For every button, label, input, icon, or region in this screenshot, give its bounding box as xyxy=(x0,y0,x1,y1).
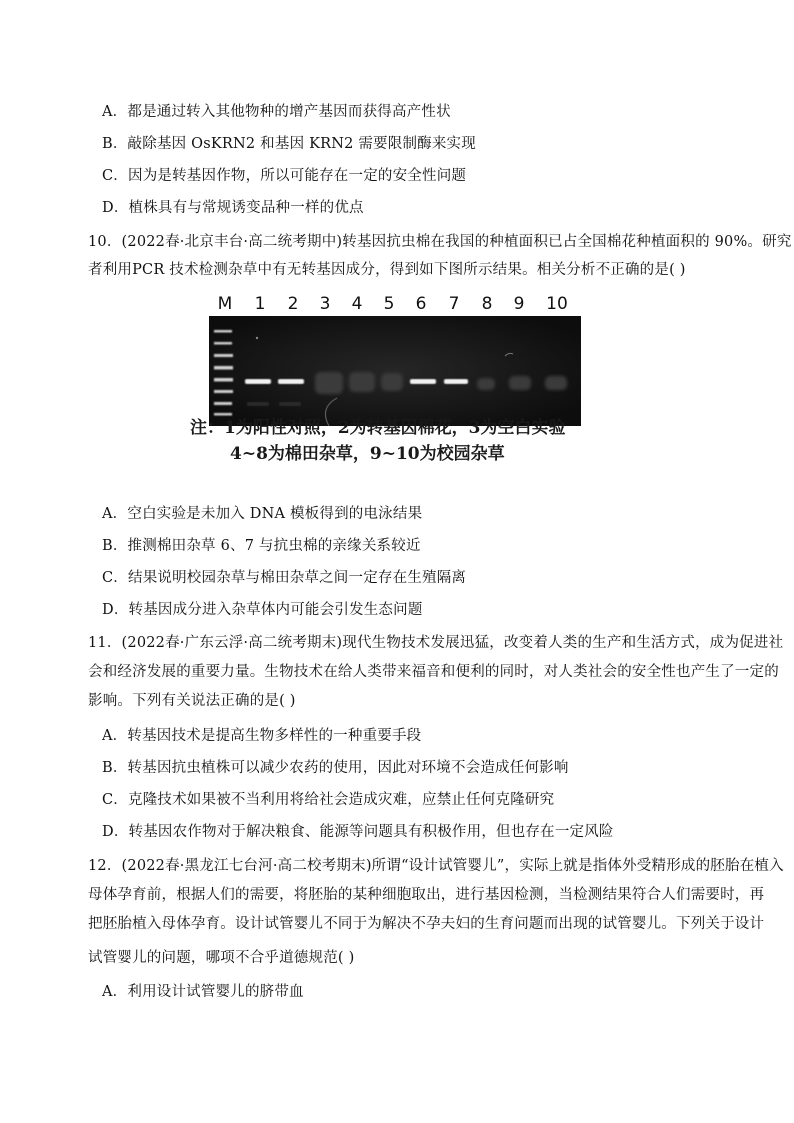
q12-stem-line-2: 母体孕育前，根据人们的需要，将胚胎的某种细胞取出，进行基因检测，当检测结果符合人们需要时，再 xyxy=(88,887,765,903)
q12-stem-line-3: 把胚胎植入母体孕育。设计试管婴儿不同于为解决不孕夫妇的生育问题而出现的试管婴儿。下列关于设计 xyxy=(88,916,765,932)
lane-label-10: 10 xyxy=(546,294,568,314)
lane-label-5: 5 xyxy=(383,294,395,314)
lane-labels xyxy=(209,294,589,316)
lane-label-2: 2 xyxy=(287,294,299,314)
lane-1-faint xyxy=(247,402,269,406)
q10-option-d: D．转基因成分进入杂草体内可能会引发生态问题 xyxy=(102,602,423,618)
gel-background xyxy=(209,316,581,426)
q11-option-d: D．转基因农作物对于解决粮食、能源等问题具有积极作用，但也存在一定风险 xyxy=(102,824,614,840)
q12-stem-line-1: 12．(2022春·黑龙江七台河·高二校考期末)所谓“设计试管婴儿”，实际上就是指体外受精形成的胚胎在植入 xyxy=(88,858,784,874)
lane-4-smear xyxy=(349,372,375,392)
gel-speck xyxy=(256,337,258,339)
ladder-band xyxy=(214,330,232,333)
q9-option-b: B．敲除基因 OsKRN2 和基因 KRN2 需要限制酶来实现 xyxy=(102,136,476,152)
ladder-band xyxy=(214,354,233,357)
q10-option-b: B．推测棉田杂草 6、7 与抗虫棉的亲缘关系较近 xyxy=(102,538,421,554)
ladder-band xyxy=(214,378,233,382)
lane-5-smear xyxy=(381,373,403,391)
q11-option-a: A．转基因技术是提高生物多样性的一种重要手段 xyxy=(102,728,422,744)
lane-9-smear xyxy=(509,376,531,390)
lane-label-m: M xyxy=(217,294,233,314)
lane-label-9: 9 xyxy=(513,294,525,314)
lane-2-band xyxy=(278,379,304,384)
ladder-band xyxy=(214,402,232,405)
lane-label-4: 4 xyxy=(351,294,363,314)
gel-image xyxy=(209,316,581,426)
q12-stem-line-4: 试管婴儿的问题，哪项不合乎道德规范( ) xyxy=(88,950,355,966)
lane-3-smear xyxy=(315,372,343,394)
q11-stem-line-2: 会和经济发展的重要力量。生物技术在给人类带来福音和便利的同时，对人类社会的安全性也产生了一定的 xyxy=(88,664,779,680)
q11-option-c: C．克隆技术如果被不当利用将给社会造成灾难，应禁止任何克隆研究 xyxy=(102,792,555,808)
lane-1-band xyxy=(245,379,271,384)
ladder-band xyxy=(214,342,232,345)
lane-7-band xyxy=(444,379,468,384)
lane-label-8: 8 xyxy=(481,294,493,314)
q10-option-a: A．空白实验是未加入 DNA 模板得到的电泳结果 xyxy=(102,506,423,522)
q9-option-d: D．植株具有与常规诱变品种一样的优点 xyxy=(102,200,364,216)
lane-label-6: 6 xyxy=(415,294,427,314)
lane-6-band xyxy=(410,379,436,384)
q10-option-c: C．结果说明校园杂草与棉田杂草之间一定存在生殖隔离 xyxy=(102,570,467,586)
figure-note-line-2: 4~8为棉田杂草，9~10为校园杂草 xyxy=(230,444,505,464)
lane-10-smear xyxy=(545,376,567,390)
lane-2-faint xyxy=(279,402,301,406)
lane-label-3: 3 xyxy=(319,294,331,314)
lane-label-1: 1 xyxy=(254,294,266,314)
q11-stem-line-1: 11．(2022春·广东云浮·高二统考期末)现代生物技术发展迅猛，改变着人类的生产和生活方式，成为促进社 xyxy=(88,635,784,651)
lane-8-smear xyxy=(477,378,495,390)
q10-stem-line-2: 者利用PCR 技术检测杂草中有无转基因成分，得到如下图所示结果。相关分析不正确的是( ) xyxy=(88,262,686,278)
q9-option-c: C．因为是转基因作物，所以可能存在一定的安全性问题 xyxy=(102,168,467,184)
q10-stem-line-1: 10．(2022春·北京丰台·高二统考期中)转基因抗虫棉在我国的种植面积已占全国棉花种植面积的 90%。研究 xyxy=(88,234,792,250)
ladder-band xyxy=(214,390,233,393)
gel-svg xyxy=(209,316,581,426)
q11-stem-line-3: 影响。下列有关说法正确的是( ) xyxy=(88,693,296,709)
q11-option-b: B．转基因抗虫植株可以减少农药的使用，因此对环境不会造成任何影响 xyxy=(102,760,569,776)
figure-note-line-1: 注：1为阳性对照，2为转基因棉花，3为空白实验 xyxy=(190,418,566,438)
lane-label-7: 7 xyxy=(448,294,460,314)
ladder-band xyxy=(214,366,233,370)
q12-option-a: A．利用设计试管婴儿的脐带血 xyxy=(102,984,304,1000)
gel-electrophoresis-figure xyxy=(190,288,610,498)
q9-option-a: A．都是通过转入其他物种的增产基因而获得高产性状 xyxy=(102,104,451,120)
